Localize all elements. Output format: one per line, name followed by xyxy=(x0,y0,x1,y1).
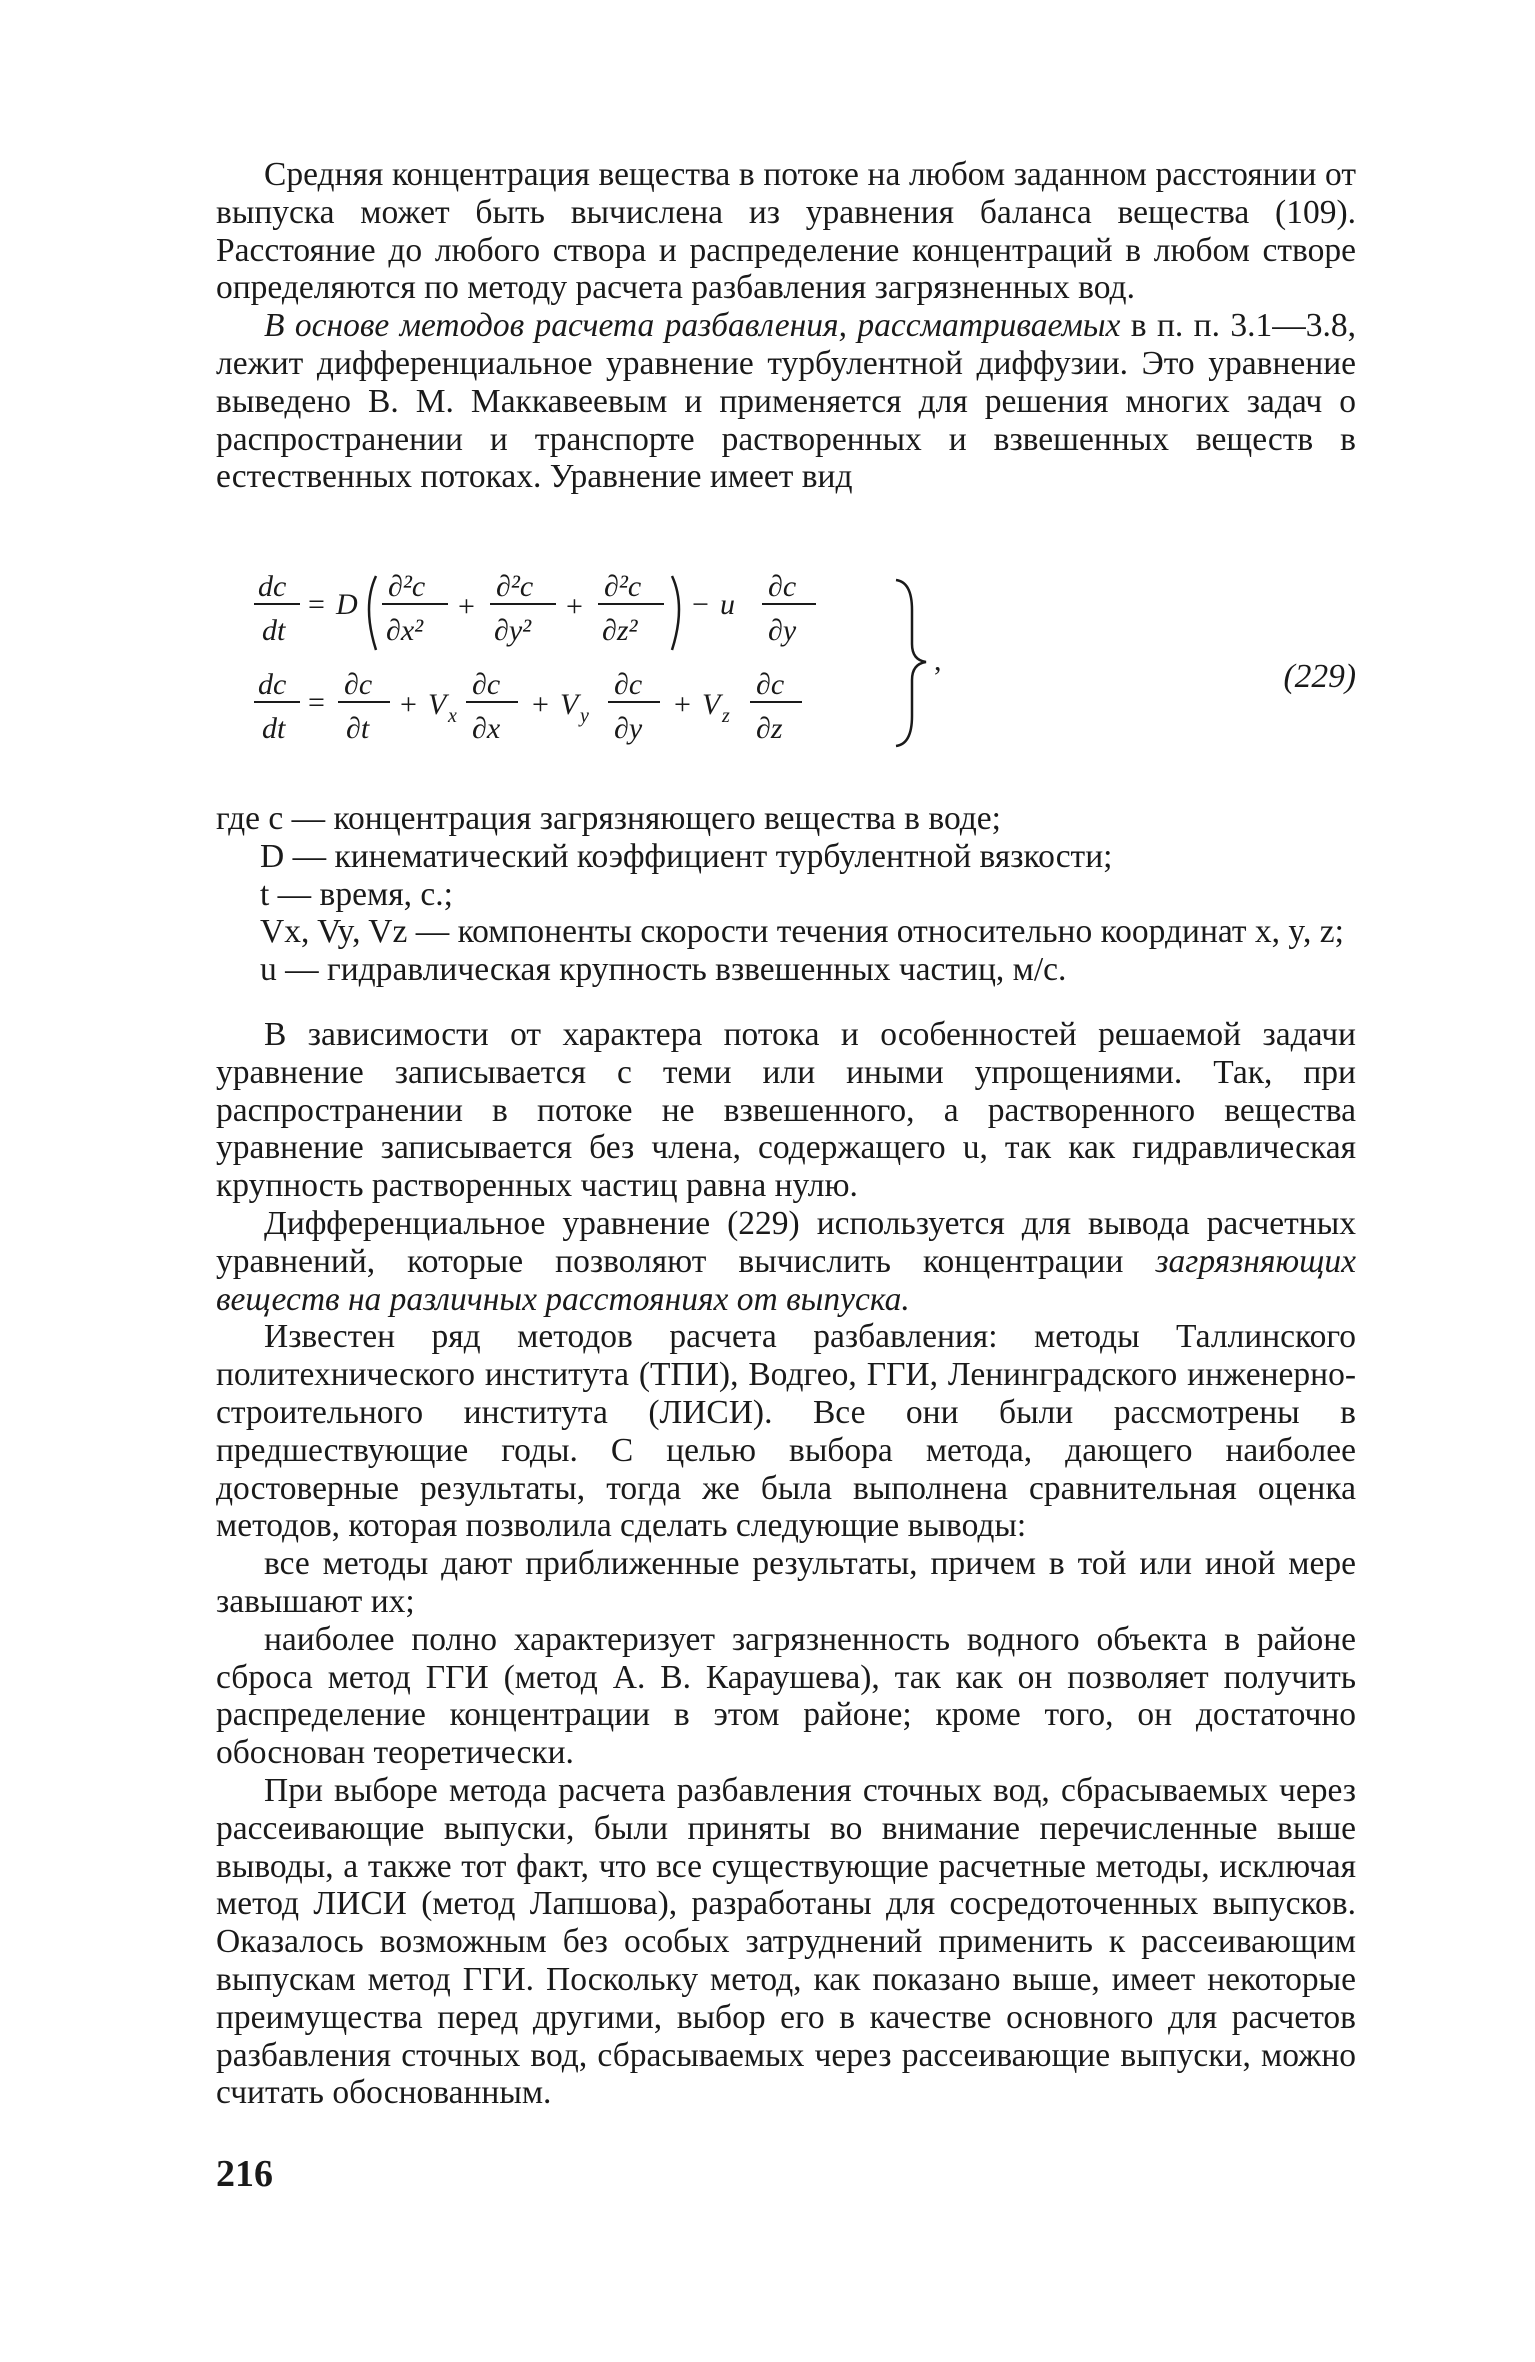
svg-text:∂c: ∂c xyxy=(614,668,643,701)
svg-text:=: = xyxy=(308,686,325,719)
svg-text:∂²c: ∂²c xyxy=(496,570,534,603)
equation-number: (229) xyxy=(1283,658,1356,695)
definition-u: u — гидравлическая крупность взвешенных частиц, м/с. xyxy=(260,951,1067,989)
svg-text:∂²c: ∂²c xyxy=(388,570,426,603)
svg-text:∂²c: ∂²c xyxy=(604,570,642,603)
svg-text:u: u xyxy=(720,588,735,621)
definition-V: Vx, Vy, Vz — компоненты скорости течения относительно координат x, y, z; xyxy=(260,913,1344,951)
paragraph-4-start: Дифференциальное уравнение (229) используется для вывода расчетных уравнений, которые позволяют вычислить концентрации xyxy=(216,1204,1356,1280)
svg-text:∂y: ∂y xyxy=(768,614,797,647)
svg-text:+: + xyxy=(400,688,417,721)
definition-t: t — время, с.; xyxy=(260,875,453,913)
svg-text:∂z: ∂z xyxy=(756,712,783,745)
svg-text:,: , xyxy=(934,644,942,677)
svg-text:∂c: ∂c xyxy=(756,668,785,701)
page-number: 216 xyxy=(216,2153,273,2195)
svg-text:∂c: ∂c xyxy=(768,570,797,603)
svg-text:+: + xyxy=(532,688,549,721)
paragraph-8: При выборе метода расчета разбавления сточных вод, сбрасываемых через рассеивающие выпуски, были приняты во внимание перечисленные выше выводы, а также тот факт, что все существующие расчетные методы, исключая метод ЛИСИ (метод Лапшова), разработаны для сосредоточенных выпусков. Оказалось возможным без особых затруднений применить к рассеивающим выпускам метод ГГИ. Поскольку метод, как показано выше, имеет некоторые преимущества перед другими, выбор его в качестве основного для расчетов разбавления сточных вод, сбрасываемых через рассеивающие выпуски, можно считать обоснованным. xyxy=(216,1771,1356,2112)
svg-text:dc: dc xyxy=(258,570,287,603)
paragraph-4-italic: загрязняющих веществ на различных расстояниях от выпуска. xyxy=(216,1242,1356,1318)
svg-text:V: V xyxy=(428,688,447,721)
svg-text:V: V xyxy=(702,688,721,721)
svg-text:dc: dc xyxy=(258,668,287,701)
definitions-list xyxy=(216,800,1356,989)
svg-text:∂z²: ∂z² xyxy=(602,614,638,647)
svg-text:∂t: ∂t xyxy=(346,712,370,745)
svg-text:x: x xyxy=(448,705,457,727)
svg-text:y: y xyxy=(580,705,589,727)
svg-text:+: + xyxy=(566,590,583,623)
definition-D: D — кинематический коэффициент турбулентной вязкости; xyxy=(260,837,1113,875)
paragraph-7: наиболее полно характеризует загрязненность водного объекта в районе сброса метод ГГИ (метод А. В. Караушева), так как он позволяет получить распределение концентрации в этом районе; кроме того, он достаточно обоснован теоретически. xyxy=(216,1620,1356,1772)
svg-text:dt: dt xyxy=(262,712,286,745)
svg-text:D: D xyxy=(336,588,358,621)
svg-text:∂x²: ∂x² xyxy=(386,614,424,647)
equation-229 xyxy=(216,566,1356,766)
svg-text:+: + xyxy=(458,590,475,623)
svg-text:dt: dt xyxy=(262,614,286,647)
svg-text:∂y: ∂y xyxy=(614,712,643,745)
paragraph-4 xyxy=(216,1205,1356,1318)
paragraph-2-rest: в п. п. 3.1—3.8, лежит дифференциальное уравнение турбулентной диффузии. Это уравнение выведено В. М. Маккавеевым и применяется для решения многих задач о распространении и транспорте растворенных и взвешенных веществ в естественных потоках. Уравнение имеет вид xyxy=(216,307,1356,496)
svg-text:=: = xyxy=(308,588,325,621)
equation-graphic xyxy=(216,566,1356,766)
paragraph-2 xyxy=(216,307,1356,496)
paragraph-2-italic: В основе методов расчета разбавления, рассматриваемых xyxy=(264,307,1121,345)
definition-c: где c — концентрация загрязняющего вещества в воде; xyxy=(216,800,1001,837)
svg-text:∂x: ∂x xyxy=(472,712,501,745)
svg-text:V: V xyxy=(560,688,579,721)
svg-text:+: + xyxy=(674,688,691,721)
intro-block xyxy=(216,156,1356,496)
paragraph-6: все методы дают приближенные результаты, причем в той или иной мере завышают их; xyxy=(216,1545,1356,1620)
svg-text:∂y²: ∂y² xyxy=(494,614,532,647)
body-text xyxy=(216,1016,1356,2112)
svg-text:z: z xyxy=(722,705,730,727)
svg-text:∂c: ∂c xyxy=(472,668,501,701)
svg-text:∂c: ∂c xyxy=(344,668,373,701)
svg-text:−: − xyxy=(692,588,709,621)
paragraph-3: В зависимости от характера потока и особенностей решаемой задачи уравнение записывается с теми или иными упрощениями. Так, при распространении в потоке не взвешенного, а растворенного вещества уравнение записывается без члена, содержащего u, так как гидравлическая крупность растворенных частиц равна нулю. xyxy=(216,1016,1356,1205)
paragraph-5: Известен ряд методов расчета разбавления: методы Таллинского политехнического института (ТПИ), Водгео, ГГИ, Ленинградского инженерно-строительного института (ЛИСИ). Все они были рассмотрены в предшествующие годы. С целью выбора метода, дающего наиболее достоверные результаты, тогда же была выполнена сравнительная оценка методов, которая позволила сделать следующие выводы: xyxy=(216,1318,1356,1545)
paragraph-1: Средняя концентрация вещества в потоке на любом заданном расстоянии от выпуска может быть вычислена из уравнения баланса вещества (109). Расстояние до любого створа и распределение концентраций в любом створе определяются по методу расчета разбавления загрязненных вод. xyxy=(216,156,1356,307)
